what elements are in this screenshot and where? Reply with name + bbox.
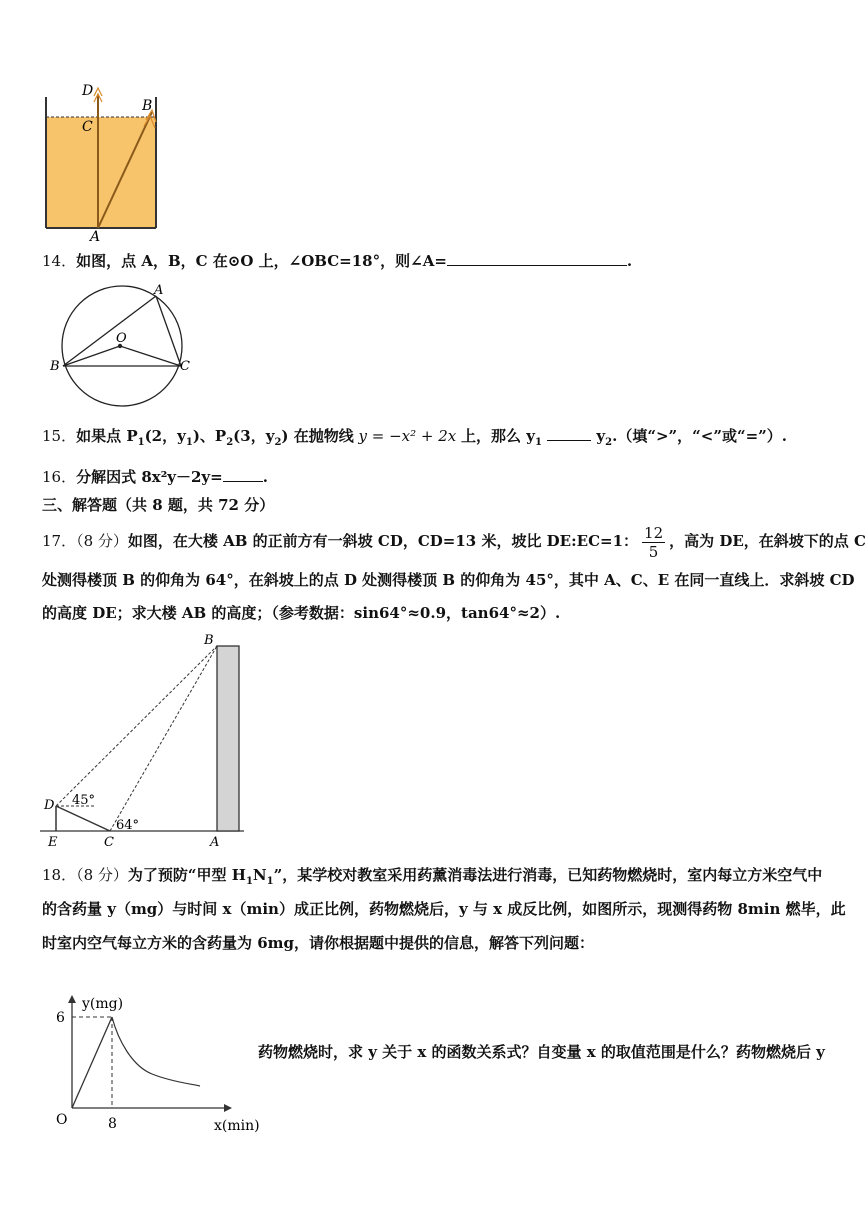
text-part: (3，y xyxy=(233,427,275,445)
question-number: 15． xyxy=(42,427,77,445)
angle-64-label: 64° xyxy=(116,818,140,833)
subscript: 1 xyxy=(137,437,145,448)
slope-fraction xyxy=(642,524,665,561)
label-a: A xyxy=(90,229,101,242)
question-end: . xyxy=(262,468,268,486)
question-18-line-2: 的含药量 y（mg）与时间 x（min）成正比例，药物燃烧后，y 与 x 成反比例，如图所示，现测得药物 8min 燃毕，此 xyxy=(42,900,846,918)
y-axis-label: y(mg) xyxy=(82,996,124,1012)
figure-13-container xyxy=(38,82,168,242)
question-18-line-3: 时室内空气每立方米的含药量为 6mg，请你根据题中提供的信息，解答下列问题： xyxy=(42,934,595,952)
question-17-line-3: 的高度 DE；求大楼 AB 的高度；（参考数据：sin64°≈0.9，tan64°≈2）. xyxy=(42,604,561,622)
subscript: 1 xyxy=(266,876,274,887)
label-b: B xyxy=(50,359,60,374)
parabola-formula: y = −x² + 2x xyxy=(358,427,457,445)
question-number: 14． xyxy=(42,252,77,270)
figure-14-circle xyxy=(44,280,204,410)
question-text: 如图，在大楼 AB 的正前方有一斜坡 CD，CD=13 米，坡比 DE:EC=1： xyxy=(127,532,639,550)
subscript: 2 xyxy=(226,437,234,448)
figure-17-building xyxy=(36,630,256,850)
question-points: （8 分） xyxy=(76,866,128,884)
subscript: 1 xyxy=(185,437,193,448)
subscript: 1 xyxy=(245,876,253,887)
question-18-side-text: 药物燃烧时，求 y 关于 x 的函数关系式？自变量 x 的取值范围是什么？药物燃烧后 y xyxy=(258,1043,825,1061)
text-part: )、P xyxy=(192,427,227,445)
question-end: . xyxy=(626,252,633,270)
x-axis-label: x(min) xyxy=(214,1118,260,1134)
subscript: 2 xyxy=(274,437,282,448)
question-text: N xyxy=(252,866,267,884)
question-15 xyxy=(42,426,787,453)
answer-blank[interactable] xyxy=(547,426,591,441)
subscript: 1 xyxy=(534,437,542,448)
fraction-numerator: 12 xyxy=(644,523,664,542)
text-part: 如果点 P xyxy=(76,427,138,445)
subscript: 2 xyxy=(605,437,613,448)
section-heading: 三、解答题（共 8 题，共 72 分） xyxy=(42,496,275,514)
question-number: 16． xyxy=(42,468,77,486)
label-e: E xyxy=(48,835,58,850)
angle-45-label: 45° xyxy=(72,793,96,808)
text-part: (2，y xyxy=(144,427,186,445)
question-16 xyxy=(42,467,268,487)
figure-18-graph xyxy=(42,990,262,1140)
question-17-line-2: 处测得楼顶 B 的仰角为 64°，在斜坡上的点 D 处测得楼顶 B 的仰角为 45°，其中 A、C、E 在同一直线上．求斜坡 CD xyxy=(42,571,855,589)
label-c: C xyxy=(104,835,114,850)
question-text: 为了预防“甲型 H xyxy=(127,866,246,884)
question-text: 如图，点 A，B，C 在⊙O 上，∠OBC=18°，则∠A= xyxy=(76,252,447,270)
question-number: 18． xyxy=(42,866,77,884)
answer-blank[interactable] xyxy=(447,251,627,266)
label-a: A xyxy=(210,835,220,850)
label-a: A xyxy=(154,283,164,298)
text-part: .（填“>”，“<”或“=”）. xyxy=(612,427,788,445)
question-text: ，高为 DE，在斜坡下的点 C xyxy=(669,532,866,550)
label-d: D xyxy=(44,798,55,813)
label-o: O xyxy=(116,331,127,346)
text-part: 上，那么 y xyxy=(461,427,535,445)
question-17-line-1 xyxy=(42,521,866,561)
x-tick-8: 8 xyxy=(108,1116,117,1132)
question-text: 分解因式 8x²y－2y= xyxy=(76,468,223,486)
label-b: B xyxy=(204,633,214,648)
question-18-line-1 xyxy=(42,865,822,892)
text-part: y xyxy=(596,427,606,445)
label-d: D xyxy=(82,83,94,99)
answer-blank[interactable] xyxy=(223,467,263,482)
question-points: （8 分） xyxy=(76,532,128,550)
y-tick-6: 6 xyxy=(56,1010,65,1026)
question-number: 17． xyxy=(42,532,77,550)
label-c: C xyxy=(180,359,190,374)
fraction-denominator: 5 xyxy=(648,542,659,561)
question-14 xyxy=(42,251,632,271)
origin-label: O xyxy=(56,1112,68,1128)
label-b: B xyxy=(142,98,153,114)
label-c: C xyxy=(82,119,93,135)
text-part: ) 在抛物线 xyxy=(281,427,354,445)
question-text: ”，某学校对教室采用药薰消毒法进行消毒，已知药物燃烧时，室内每立方米空气中 xyxy=(273,866,823,884)
